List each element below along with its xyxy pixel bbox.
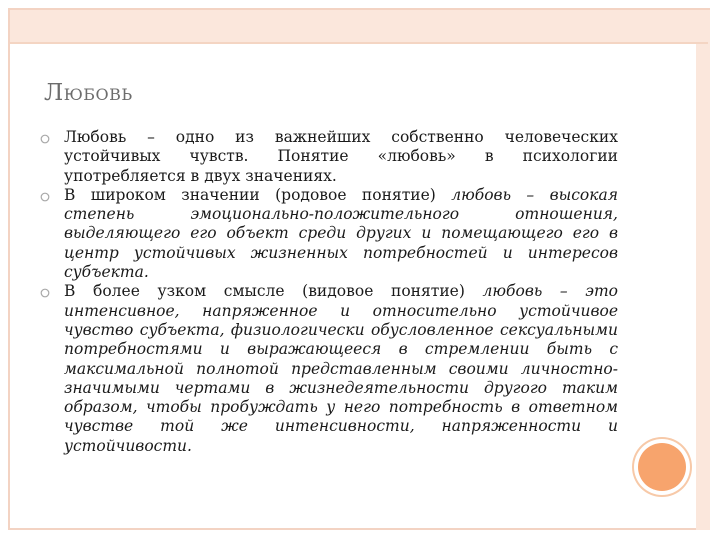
- decor-circle: [638, 443, 686, 491]
- list-item: [40, 128, 618, 186]
- side-decor-band: [696, 10, 710, 530]
- bullet-plain: В широком значении (родовое понятие): [64, 185, 452, 204]
- bullet-plain: В более узком смысле (видовое понятие): [64, 282, 483, 301]
- bullet-text: [64, 128, 618, 186]
- header-divider: [10, 42, 708, 44]
- circle-outline-icon: [40, 128, 64, 148]
- bullet-italic: любовь – высокая степень эмоционально-положительного отношения, выделяющего его объект среди других и помещающего его в центр устойчивых жизненных потребностей и интересов субъекта.: [64, 185, 618, 282]
- circle-outline-icon: [40, 186, 64, 206]
- top-decor-band: [10, 10, 708, 42]
- list-item: [40, 186, 618, 282]
- bullet-list: [40, 128, 618, 456]
- bullet-plain: Любовь – одно из важнейших собственно человеческих устойчивых чувств. Понятие «любовь» в психологии употребляется в двух значениях.: [64, 128, 618, 185]
- circle-outline-icon: [40, 282, 64, 302]
- bullet-text: [64, 186, 618, 282]
- bullet-text: [64, 282, 618, 456]
- list-item: [40, 282, 618, 456]
- bullet-italic: любовь – это интенсивное, напряженное и относительно устойчивое чувство субъекта, физиологически обусловленное сексуальными потребностями и выражающееся в стремлении быть с максимальной полнотой представленным своими личностно-значимыми чертами в жизнедеятельности другого таким образом, чтобы пробуждать у него потребность в ответном чувстве той же интенсивности, напряженности и устойчивости.: [64, 282, 618, 455]
- slide-title: Любовь: [44, 80, 133, 106]
